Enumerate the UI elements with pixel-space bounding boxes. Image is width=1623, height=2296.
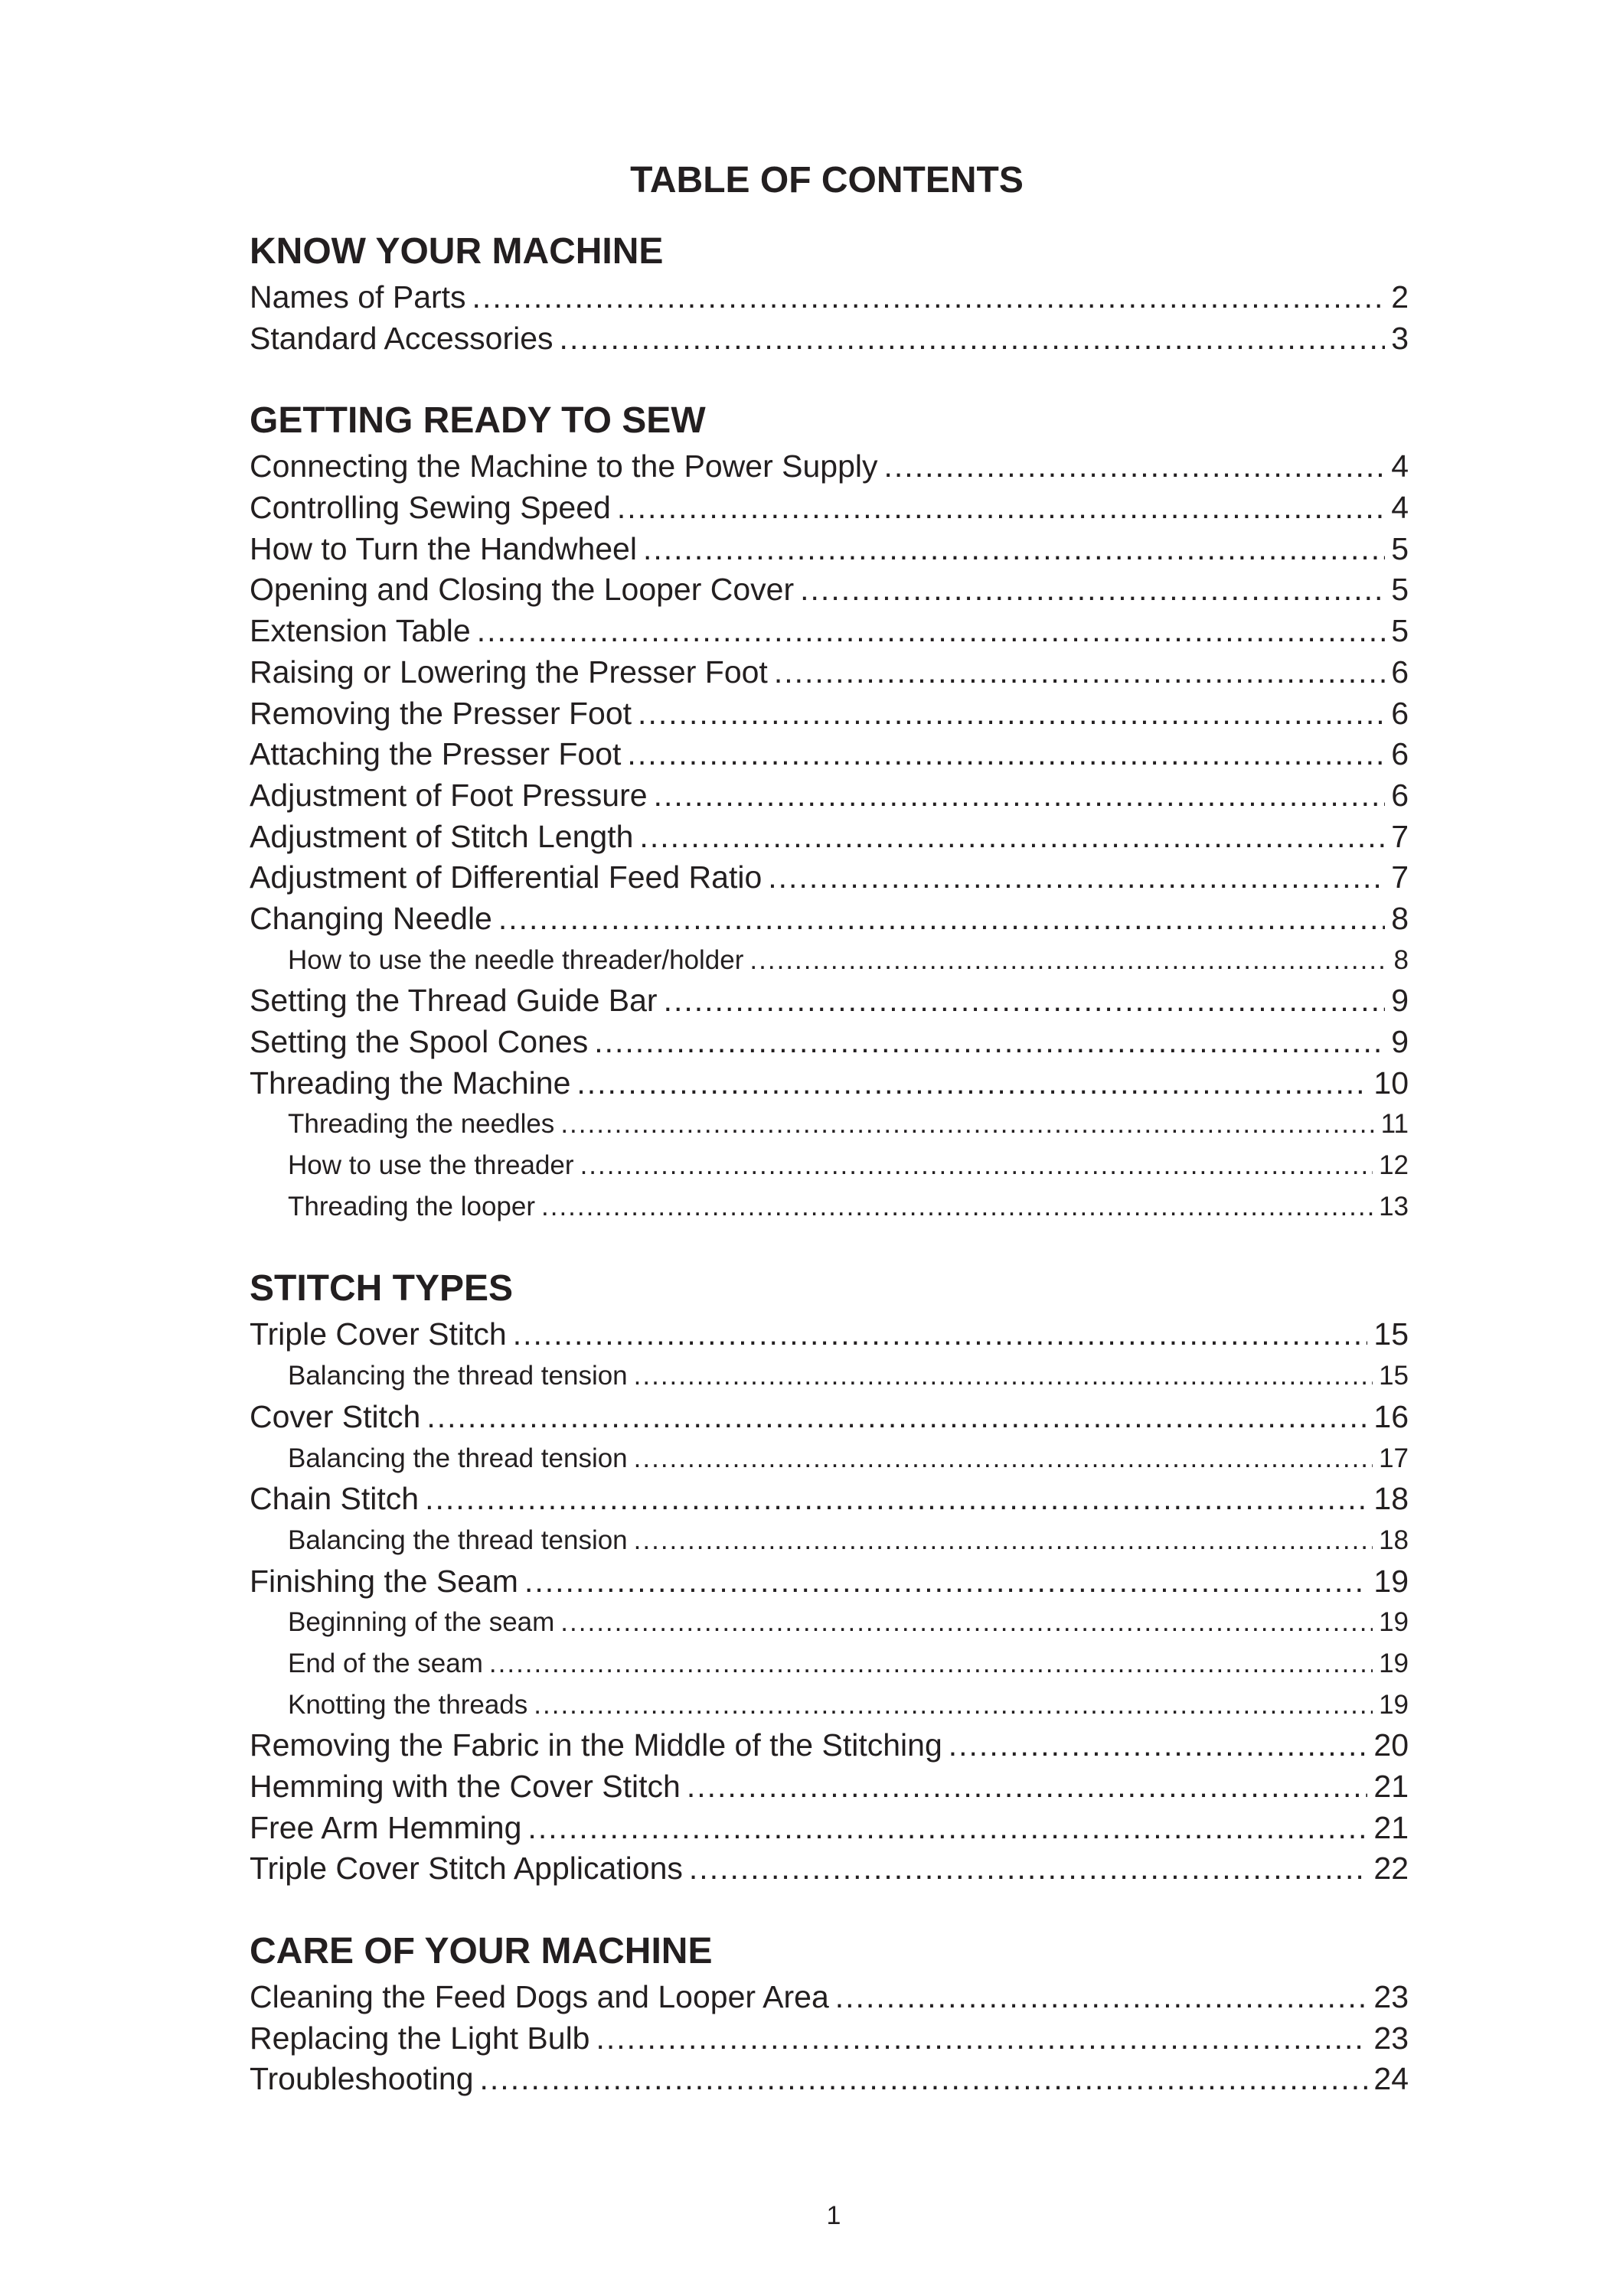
entry-label: Replacing the Light Bulb	[250, 2020, 590, 2056]
toc-entry	[250, 775, 1409, 817]
toc-entry	[250, 277, 1409, 318]
toc-entry	[250, 652, 1409, 693]
toc-entry	[250, 1725, 1409, 1766]
toc-entry	[250, 446, 1409, 488]
dot-leader	[774, 652, 1385, 693]
toc-entry	[250, 1063, 1409, 1104]
dot-leader	[689, 1848, 1367, 1890]
dot-leader	[498, 899, 1385, 940]
entry-page-number: 5	[1391, 530, 1409, 566]
entry-label: Chain Stitch	[250, 1481, 420, 1517]
dot-leader	[634, 1355, 1373, 1397]
dot-leader	[835, 1977, 1368, 2018]
dot-leader	[749, 940, 1387, 981]
dot-leader	[634, 1438, 1373, 1479]
toc-subentry	[250, 1602, 1409, 1643]
toc-section	[250, 396, 1409, 1227]
entry-page-number: 21	[1373, 1809, 1409, 1845]
dot-leader	[426, 1397, 1367, 1438]
toc-subentry	[250, 1355, 1409, 1397]
entry-label: Threading the Machine	[250, 1065, 571, 1101]
entry-label: End of the seam	[288, 1648, 483, 1678]
entry-label: Triple Cover Stitch Applications	[250, 1851, 683, 1887]
entry-page-number: 18	[1373, 1481, 1409, 1517]
toc-subentry	[250, 1438, 1409, 1479]
entry-page-number: 6	[1391, 654, 1409, 690]
entry-page-number: 15	[1373, 1316, 1409, 1352]
dot-leader	[560, 1602, 1373, 1643]
entry-page-number: 19	[1379, 1607, 1409, 1638]
dot-leader	[884, 446, 1386, 488]
entry-label: Adjustment of Stitch Length	[250, 818, 634, 854]
entry-label: Adjustment of Foot Pressure	[250, 777, 648, 813]
entry-page-number: 2	[1391, 279, 1409, 315]
entry-page-number: 22	[1373, 1851, 1409, 1887]
entry-label: Cover Stitch	[250, 1398, 421, 1434]
entry-label: Extension Table	[250, 613, 471, 649]
entry-page-number: 8	[1391, 900, 1409, 936]
dot-leader	[527, 1808, 1367, 1849]
entry-page-number: 23	[1373, 1979, 1409, 2015]
entry-page-number: 17	[1379, 1443, 1409, 1473]
section-heading: CARE OF YOUR MACHINE	[250, 1931, 713, 1972]
toc-entry	[250, 1808, 1409, 1849]
dot-leader	[643, 529, 1385, 570]
entry-label: Controlling Sewing Speed	[250, 490, 611, 526]
toc-subentry	[250, 1643, 1409, 1684]
toc-subentry	[250, 1520, 1409, 1561]
entry-page-number: 5	[1391, 613, 1409, 649]
entry-label: Changing Needle	[250, 900, 492, 936]
entry-label: Setting the Thread Guide Bar	[250, 983, 658, 1019]
toc-entry	[250, 1977, 1409, 2018]
entry-label: Connecting the Machine to the Power Supply	[250, 448, 878, 484]
toc-entry	[250, 899, 1409, 940]
entry-page-number: 11	[1380, 1109, 1409, 1140]
toc-entry-list	[250, 277, 1409, 359]
toc-entry	[250, 1848, 1409, 1890]
entry-label: How to Turn the Handwheel	[250, 530, 637, 566]
entry-page-number: 19	[1379, 1689, 1409, 1720]
toc-entry-list	[250, 446, 1409, 1227]
toc-subentry	[250, 1145, 1409, 1186]
entry-page-number: 6	[1391, 777, 1409, 813]
dot-leader	[634, 1520, 1373, 1561]
dot-leader	[576, 1063, 1367, 1104]
toc-entry	[250, 2018, 1409, 2060]
dot-leader	[638, 693, 1385, 735]
entry-page-number: 6	[1391, 736, 1409, 772]
entry-label: Troubleshooting	[250, 2061, 474, 2097]
toc-entry	[250, 817, 1409, 858]
entry-page-number: 5	[1391, 572, 1409, 608]
toc-entry	[250, 1766, 1409, 1808]
toc-entry	[250, 1397, 1409, 1438]
section-heading: KNOW YOUR MACHINE	[250, 231, 664, 272]
entry-page-number: 6	[1391, 695, 1409, 731]
entry-label: Free Arm Hemming	[250, 1809, 522, 1845]
entry-page-number: 23	[1373, 2020, 1409, 2056]
dot-leader	[534, 1684, 1373, 1726]
toc-section	[250, 1926, 1409, 2100]
entry-page-number: 3	[1391, 320, 1409, 356]
entry-label: Setting the Spool Cones	[250, 1024, 589, 1059]
page-title: TABLE OF CONTENTS	[630, 160, 1024, 201]
entry-label: Attaching the Presser Foot	[250, 736, 622, 772]
entry-page-number: 13	[1379, 1191, 1409, 1221]
dot-leader	[768, 857, 1385, 899]
toc-subentry	[250, 1186, 1409, 1228]
entry-label: Opening and Closing the Looper Cover	[250, 572, 795, 608]
entry-page-number: 20	[1373, 1727, 1409, 1763]
entry-label: Removing the Presser Foot	[250, 695, 632, 731]
entry-label: Cleaning the Feed Dogs and Looper Area	[250, 1979, 829, 2015]
entry-label: Balancing the thread tension	[288, 1361, 628, 1391]
dot-leader	[560, 1104, 1374, 1145]
dot-leader	[477, 611, 1385, 652]
dot-leader	[560, 318, 1386, 360]
entry-label: Threading the needles	[288, 1109, 555, 1140]
entry-page-number: 24	[1373, 2061, 1409, 2097]
entry-page-number: 7	[1391, 859, 1409, 895]
toc-entry	[250, 1314, 1409, 1355]
toc-entry	[250, 1561, 1409, 1603]
dot-leader	[800, 569, 1385, 611]
entry-label: Threading the looper	[288, 1191, 535, 1221]
toc-subentry	[250, 1684, 1409, 1726]
dot-leader	[654, 775, 1386, 817]
dot-leader	[639, 817, 1385, 858]
section-heading: GETTING READY TO SEW	[250, 400, 706, 442]
entry-label: Triple Cover Stitch	[250, 1316, 507, 1352]
dot-leader	[472, 277, 1386, 318]
toc-entry	[250, 529, 1409, 570]
dot-leader	[541, 1186, 1373, 1228]
entry-page-number: 9	[1391, 1024, 1409, 1059]
dot-leader	[627, 734, 1385, 775]
toc-entry	[250, 488, 1409, 529]
entry-page-number: 16	[1373, 1398, 1409, 1434]
toc-entry	[250, 734, 1409, 775]
entry-label: Names of Parts	[250, 279, 466, 315]
entry-label: Finishing the Seam	[250, 1563, 518, 1599]
entry-page-number: 7	[1391, 818, 1409, 854]
page-number: 1	[826, 2201, 841, 2230]
entry-page-number: 10	[1373, 1065, 1409, 1101]
table-of-contents	[250, 227, 1409, 2100]
entry-page-number: 4	[1391, 490, 1409, 526]
dot-leader	[594, 1022, 1385, 1063]
entry-label: Hemming with the Cover Stitch	[250, 1769, 681, 1804]
entry-label: Beginning of the seam	[288, 1607, 555, 1638]
toc-entry-list	[250, 1977, 1409, 2100]
entry-label: Balancing the thread tension	[288, 1443, 628, 1473]
dot-leader	[596, 2018, 1367, 2060]
dot-leader	[513, 1314, 1368, 1355]
dot-leader	[480, 2059, 1368, 2100]
entry-label: How to use the threader	[288, 1150, 574, 1181]
dot-leader	[425, 1479, 1367, 1520]
entry-page-number: 9	[1391, 983, 1409, 1019]
toc-subentry	[250, 940, 1409, 981]
toc-section	[250, 1264, 1409, 1890]
toc-entry	[250, 2059, 1409, 2100]
dot-leader	[687, 1766, 1368, 1808]
section-heading: STITCH TYPES	[250, 1268, 514, 1309]
toc-entry	[250, 693, 1409, 735]
toc-entry	[250, 980, 1409, 1022]
toc-section	[250, 227, 1409, 359]
toc-entry	[250, 857, 1409, 899]
toc-entry	[250, 1022, 1409, 1063]
entry-page-number: 12	[1379, 1150, 1409, 1181]
toc-entry-list	[250, 1314, 1409, 1890]
entry-page-number: 18	[1379, 1525, 1409, 1555]
toc-entry	[250, 1479, 1409, 1520]
dot-leader	[489, 1643, 1373, 1684]
entry-page-number: 8	[1393, 944, 1409, 975]
entry-label: Knotting the threads	[288, 1689, 528, 1720]
entry-page-number: 15	[1379, 1361, 1409, 1391]
entry-page-number: 21	[1373, 1769, 1409, 1804]
dot-leader	[617, 488, 1385, 529]
entry-label: Standard Accessories	[250, 320, 554, 356]
toc-entry	[250, 318, 1409, 360]
entry-label: Raising or Lowering the Presser Foot	[250, 654, 768, 690]
entry-page-number: 19	[1373, 1563, 1409, 1599]
entry-label: Removing the Fabric in the Middle of the Stitching	[250, 1727, 942, 1763]
entry-page-number: 19	[1379, 1648, 1409, 1678]
entry-label: Balancing the thread tension	[288, 1525, 628, 1555]
toc-subentry	[250, 1104, 1409, 1145]
dot-leader	[949, 1725, 1368, 1766]
dot-leader	[524, 1561, 1367, 1603]
dot-leader	[664, 980, 1386, 1022]
entry-label: Adjustment of Differential Feed Ratio	[250, 859, 763, 895]
dot-leader	[580, 1145, 1373, 1186]
entry-label: How to use the needle threader/holder	[288, 944, 744, 975]
toc-entry	[250, 569, 1409, 611]
toc-entry	[250, 611, 1409, 652]
entry-page-number: 4	[1391, 448, 1409, 484]
